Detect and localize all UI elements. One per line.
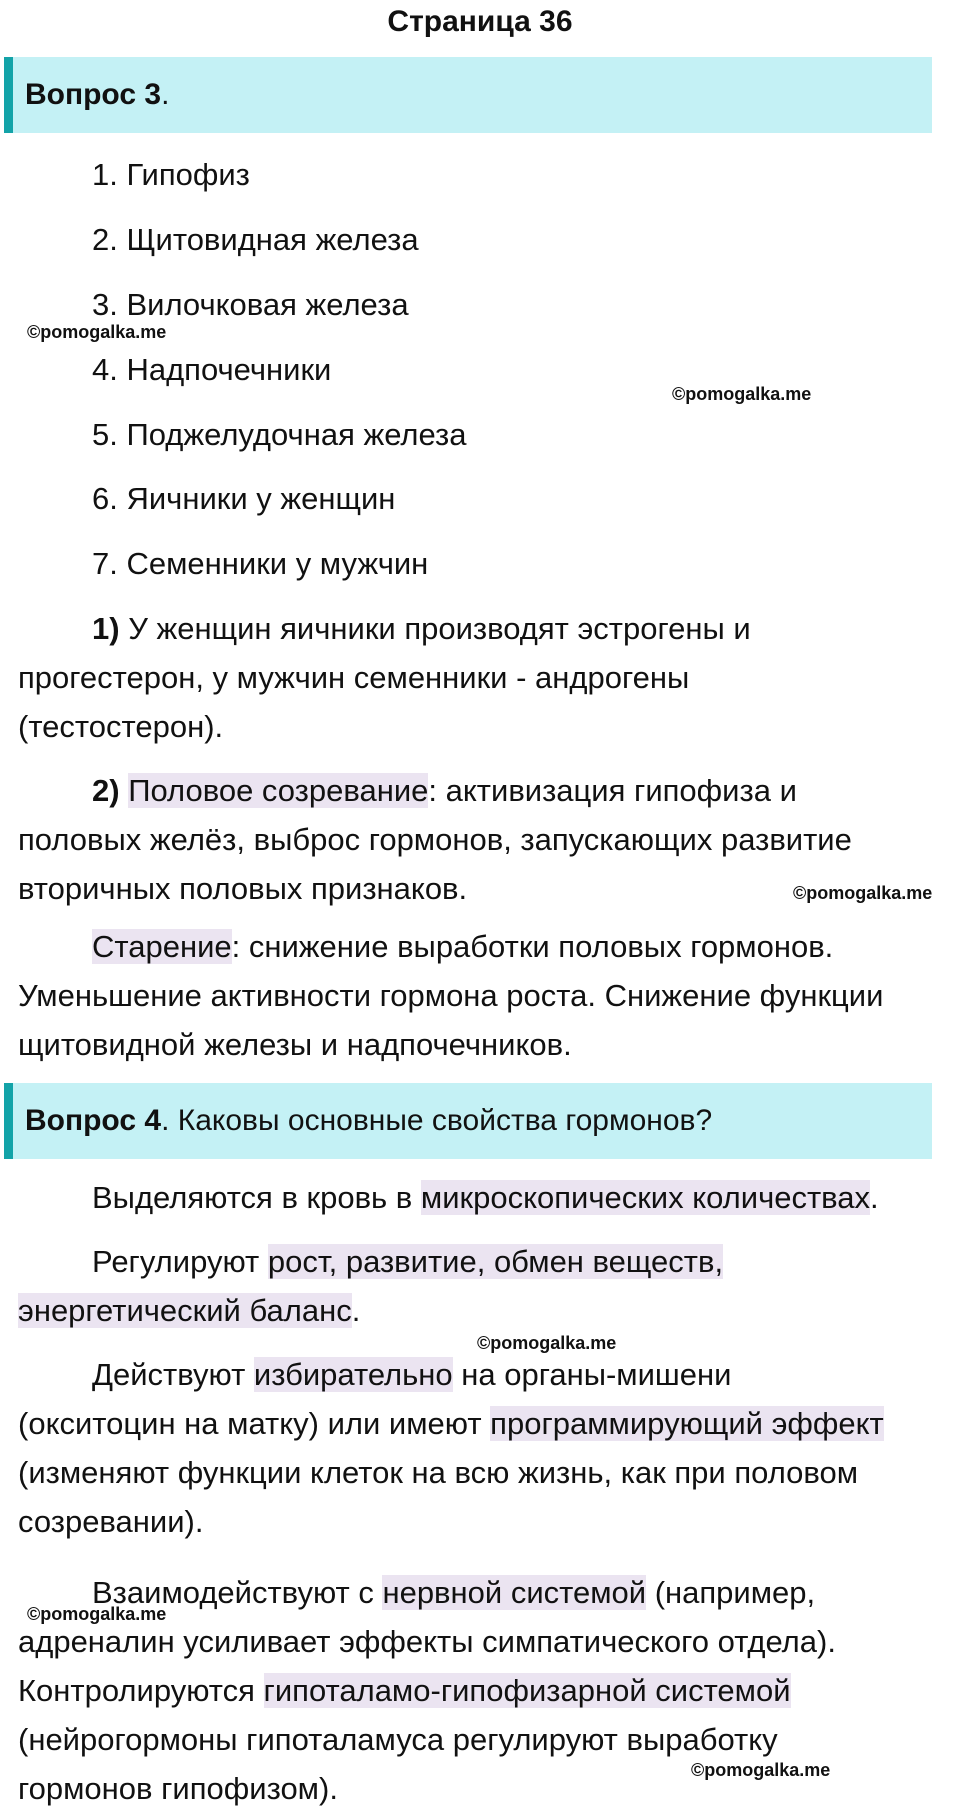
gland-list-item-3: 3. Вилочковая железа (92, 287, 409, 322)
answer-2-text: : активизация гипофиза и (428, 773, 797, 808)
watermark: ©pomogalka.me (691, 1760, 831, 1780)
answer-1-line-3: (тестостерон). (18, 709, 224, 744)
term-aging: Старение (92, 929, 232, 964)
answer-3-line-3: щитовидной железы и надпочечников. (18, 1027, 572, 1062)
property-4-line-3 (18, 1666, 958, 1715)
question-4-label: Вопрос 4 (25, 1104, 162, 1137)
property-3-line-2 (18, 1399, 958, 1448)
term-programming-effect: программирующий эффект (490, 1406, 884, 1441)
watermark: ©pomogalka.me (477, 1333, 617, 1353)
property-3-line-1 (92, 1350, 960, 1399)
property-3-line-4: созревании). (18, 1504, 204, 1539)
property-4-text: Взаимодействуют с (92, 1575, 383, 1610)
term-nervous-system: нервной системой (382, 1575, 647, 1610)
watermark: ©pomogalka.me (27, 322, 167, 342)
property-2-text: Регулируют (92, 1244, 268, 1279)
watermark: ©pomogalka.me (793, 883, 933, 903)
gland-list-item-7: 7. Семенники у мужчин (92, 546, 429, 581)
property-1-text: Выделяются в кровь в (92, 1180, 421, 1215)
answer-2-line-1 (92, 766, 960, 815)
property-3-text: Действуют (92, 1357, 254, 1392)
property-4-post: (например, (646, 1575, 816, 1610)
term-energy-balance: энергетический баланс (18, 1293, 352, 1328)
question-3-header (4, 57, 932, 133)
gland-list-item-1: 1. Гипофиз (92, 157, 250, 192)
question-3-label-suffix: . (161, 78, 170, 111)
term-growth-metabolism: рост, развитие, обмен веществ, (267, 1244, 724, 1279)
answer-1-line-1 (92, 604, 960, 653)
answer-3-line-2: Уменьшение активности гормона роста. Снижение функции (18, 978, 884, 1013)
property-3-mid: на органы-мишени (452, 1357, 732, 1392)
term-selectively: избирательно (253, 1357, 453, 1392)
property-4-line-3-text: Контролируются (18, 1673, 264, 1708)
property-1-line-1 (92, 1173, 960, 1222)
answer-2-line-3: вторичных половых признаков. (18, 871, 468, 906)
term-micro-amounts: микроскопических количествах (420, 1180, 871, 1215)
watermark: ©pomogalka.me (27, 1604, 167, 1624)
property-2-line-1 (92, 1237, 960, 1286)
property-2-line-2 (18, 1286, 958, 1335)
gland-list-item-2: 2. Щитовидная железа (92, 222, 419, 257)
property-3-line-2-text: (окситоцин на матку) или имеют (18, 1406, 491, 1441)
page-title: Страница 36 (387, 5, 573, 38)
property-1-end: . (870, 1180, 879, 1215)
question-3-label: Вопрос 3 (25, 78, 162, 111)
gland-list-item-4: 4. Надпочечники (92, 352, 332, 387)
property-2-end: . (351, 1293, 361, 1328)
property-4-line-5: гормонов гипофизом). (18, 1771, 338, 1806)
term-puberty: Половое созревание (128, 773, 429, 808)
question-4-header (4, 1083, 932, 1159)
answer-3-text: : снижение выработки половых гормонов. (231, 929, 834, 964)
property-4-line-2: адреналин усиливает эффекты симпатического отдела). (18, 1624, 836, 1659)
property-4-line-4: (нейрогормоны гипоталамуса регулируют выработку (18, 1722, 778, 1757)
term-hypothalamic-pituitary-system: гипоталамо-гипофизарной системой (263, 1673, 791, 1708)
gland-list-item-5: 5. Поджелудочная железа (92, 417, 467, 452)
answer-1-text: У женщин яичники производят эстрогены и (119, 611, 751, 646)
answer-1-line-2: прогестерон, у мужчин семенники - андрогены (18, 660, 690, 695)
answer-1-number: 1) (92, 611, 120, 646)
answer-2-number: 2) (92, 773, 120, 808)
property-3-line-3: (изменяют функции клеток на всю жизнь, как при половом (18, 1455, 859, 1490)
question-4-text: . Каковы основные свойства гормонов? (161, 1104, 713, 1137)
property-4-line-1 (92, 1568, 960, 1617)
watermark: ©pomogalka.me (672, 384, 812, 404)
answer-3-line-1 (92, 922, 960, 971)
gland-list-item-6: 6. Яичники у женщин (92, 481, 396, 516)
answer-2-line-2: половых желёз, выброс гормонов, запускающих развитие (18, 822, 852, 857)
